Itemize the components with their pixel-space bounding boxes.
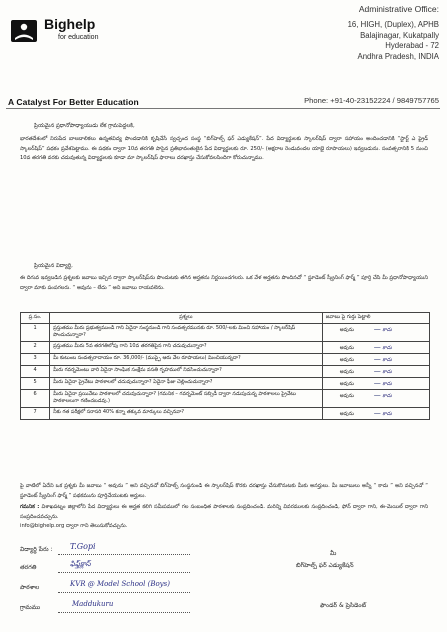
answer-cell	[322, 324, 429, 342]
office-phone: Phone: +91-40-23152224 / 9849757765	[304, 96, 439, 105]
answer-yes: అవును	[339, 327, 354, 333]
brand-subtitle: for education	[58, 34, 99, 41]
question-number: 1	[21, 324, 50, 342]
table-row	[21, 366, 430, 378]
answer-no: కాదు	[382, 381, 392, 387]
answer-mark-icon: —	[373, 325, 381, 333]
answer-mark-icon: —	[373, 367, 381, 375]
greeting: ప్రియమైన ప్రధానోపాధ్యాయుడు లేక గ్రామపెద్దలకి,	[34, 123, 135, 129]
email-line: info@bighelp.org ద్వారా గాని తెలుసుకోవచ్చును.	[20, 523, 128, 529]
answer-mark-icon: —	[373, 391, 381, 399]
eligibility-table	[20, 312, 430, 420]
question-text: ప్రస్తుతము మీరు ప్రభుత్వముండి గాని ఏదైనా సంస్థనుండి గాని సంవత్సరమునకు రూ. 500/-లకు మించి సహాయం / స్కాలర్‌షిప్ పొందుచున్నారా?	[50, 324, 323, 342]
answer-no: కాదు	[382, 393, 392, 399]
intro-paragraph: భారతదేశంలో నిరుపేద బాలబాలికలు ఉన్నతవిద్య పొందడానికి కృషిచేసే స్వచ్ఛంద సంస్థ “బిగ్‌హెల్ప్ ఫర్ ఎడ్యుకేషన్”. పేద విద్యార్థులకు స్కాలర్‌షిప్ ద్వారా సహాయం అందించడానికి “స్టార్ట్ ఎ ఫ్రైడ్ స్కాలర్‌షిప్” పథకం ప్రవేశపెట్టాము. ఈ పథకం ద్వారా 10వ తరగతి పాసైన ప్రతిభావంతులైన పేద విద్యార్థులకు రూ. 250/- (అక్షరాల రెండువందల యాభై రూపాయలు) ఇవ్వబడును. సంవత్సరానికి 5 నుంచి 10వ తరగతి వరకు చదువుతున్న విద్యార్థులకు కూడా మా స్కాలర్‌షిప్ ఫారాలు దరఖాస్తు చేసుకోవలసిందిగా కోరుచున్నాము.	[20, 136, 428, 161]
office-line: Hyderabad - 72	[385, 41, 439, 51]
answer-cell	[322, 390, 429, 408]
note-label: గమనిక :	[20, 504, 40, 510]
answer-cell	[322, 408, 429, 420]
instructions-paragraph: ఈ దిగువ ఇవ్వబడిన ప్రశ్నలకు జవాబు ఇచ్చిన ద్వారా స్కాలర్‌షిప్‌ను పొందుటకు తగిన అర్హతను నిర్ణయించగలరు. ఒక వేళ అర్హతను పొందినచో “ స్టూడెంట్ స్క్రీనింగ్ ఫార్మ్ ” పూర్తి చేసి మీ ప్రధానోపాధ్యాయుని ద్వారా మాకు పంపగలరు. “ అవును – లేదు ” అని జవాబు రాయవలెను.	[20, 275, 428, 291]
office-address	[289, 4, 439, 62]
student-name-value: T.Gopi	[70, 542, 96, 551]
class-line	[58, 572, 190, 573]
office-title: Administrative Office:	[358, 4, 439, 14]
signature-org: బిగ్‌హెల్ప్ ఫర్ ఎడ్యుకేషన్	[296, 562, 354, 569]
answer-no: కాదు	[382, 369, 392, 375]
question-text: మీరు గవర్నమెంటు వారి ఏదైనా సాంఘిక సంక్షేమ వసతి గృహములో నివసించుచున్నారా?	[50, 366, 323, 378]
bighelp-logo-icon	[10, 18, 38, 44]
answer-cell	[322, 354, 429, 366]
office-line: Andhra Pradesh, INDIA	[357, 51, 439, 61]
answer-yes: అవును	[339, 381, 354, 387]
question-number: 6	[21, 390, 50, 408]
col-answer-header: జవాబు పై గుర్తు పెట్టాలి	[322, 313, 429, 324]
header-divider	[6, 108, 440, 109]
question-text: మీరు ఏదైనా ప్రయివేటు పాఠశాలలో చదువుచున్నారా? (గమనిక – గవర్నమెంట్ సబ్సిడీ ద్వారా నడుపుచున్న పాఠశాలలు ప్రైవేటు పాఠశాలలుగా గణించబడవు.)	[50, 390, 323, 408]
answer-cell	[322, 378, 429, 390]
answer-no: కాదు	[382, 345, 392, 351]
question-text: ప్రస్తుతము మీరు 5వ తరగతిలోపు గాని 10వ తరగతిపైన గాని చదువుచున్నారా?	[50, 342, 323, 354]
answer-cell	[322, 366, 429, 378]
table-row	[21, 390, 430, 408]
school-label: పాఠశాల	[20, 584, 40, 591]
table-row	[21, 378, 430, 390]
school-line	[58, 592, 190, 593]
answer-mark-icon: —	[373, 409, 381, 417]
office-line: Balajinagar, Kukatpally	[360, 30, 439, 40]
question-text: మీ కుటుంబ సంవత్సరాదాయం రూ. 36,000/- (ముప్పై ఆరు వేల రూపాయలు) మించియున్నదా?	[50, 354, 323, 366]
question-number: 2	[21, 342, 50, 354]
village-label: గ్రామము	[20, 604, 41, 611]
signature-you: మీ	[330, 550, 337, 557]
student-greeting: ప్రియమైన విద్యార్థి,	[34, 263, 73, 269]
student-name-label: విద్యార్థి పేరు :	[20, 546, 53, 553]
answer-yes: అవును	[339, 411, 354, 417]
disqualification-paragraph: పై వాటిలో ఏదేని ఒక ప్రశ్నకు మీ జవాబు “ అవును ” అని వచ్చినచో బిగ్‌హెల్ప్ సంస్థనుండి ఈ స్కాలర్‌షిప్ కొరకు దరఖాస్తు చేసుకొనుటకు మీకు అనర్హులు. మీ జవాబులు అన్నీ “ కాదు ” అని వచ్చినచో “ స్టూడెంట్ స్క్రీనింగ్ ఫార్మ్ ” పథకమును పూర్తిచేయుటకు అర్హులు.	[20, 483, 428, 499]
question-number: 5	[21, 378, 50, 390]
answer-no: కాదు	[382, 327, 392, 333]
office-line: 16, HIGH, (Duplex), APHB	[347, 20, 439, 30]
answer-mark-icon: —	[373, 355, 381, 363]
answer-mark-icon: —	[373, 379, 381, 387]
table-row	[21, 342, 430, 354]
question-number: 3	[21, 354, 50, 366]
school-value: KVR @ Model School (Boys)	[70, 580, 170, 588]
answer-mark-icon: —	[373, 343, 381, 351]
answer-yes: అవును	[339, 357, 354, 363]
question-text: నీకు గత పరీక్షలో సరాసరి 40% కన్నా తక్కువ మార్కులు వచ్చినవా?	[50, 408, 323, 420]
class-label: తరగతి	[20, 564, 37, 571]
answer-yes: అవును	[339, 345, 354, 351]
class-value: ఫిఫ్త్‌క్లాస్	[70, 560, 91, 568]
answer-yes: అవును	[339, 393, 354, 399]
signature-title: ఫౌండర్ & ప్రెసిడెంట్	[320, 602, 367, 609]
note-block	[20, 503, 428, 523]
student-name-line	[58, 554, 190, 555]
col-number-header: ప్ర.సం.	[21, 313, 50, 324]
tagline: A Catalyst For Better Education	[8, 97, 139, 107]
col-question-header: ప్రశ్నలు	[50, 313, 323, 324]
answer-cell	[322, 342, 429, 354]
question-number: 4	[21, 366, 50, 378]
note-text: విశాఖపట్నం జిల్లాలోని పేద విద్యార్థులు ఈ అర్హత కలిగి సమీపములో గల సంబంధిత పాఠశాలకు సంప్రదించండి. మరిన్ని వివరములకు సంప్రదించండి, ఫోన్ ద్వారా గాని, ఈ-మెయిల్ ద్వారా గాని సంప్రదించవచ్చును.	[20, 504, 428, 520]
question-number: 7	[21, 408, 50, 420]
brand-name: Bighelp	[44, 16, 96, 32]
table-row	[21, 408, 430, 420]
question-text: మీరు ఏదైనా ప్రైవేటు పాఠశాలలో చదువుచున్నారా? ఏదైనా ఫీజు చెల్లించుచున్నారా?	[50, 378, 323, 390]
answer-yes: అవును	[339, 369, 354, 375]
table-row	[21, 324, 430, 342]
village-line	[58, 612, 190, 613]
answer-no: కాదు	[382, 357, 392, 363]
answer-no: కాదు	[382, 411, 392, 417]
table-row	[21, 354, 430, 366]
village-value: Maddukuru	[72, 600, 114, 608]
